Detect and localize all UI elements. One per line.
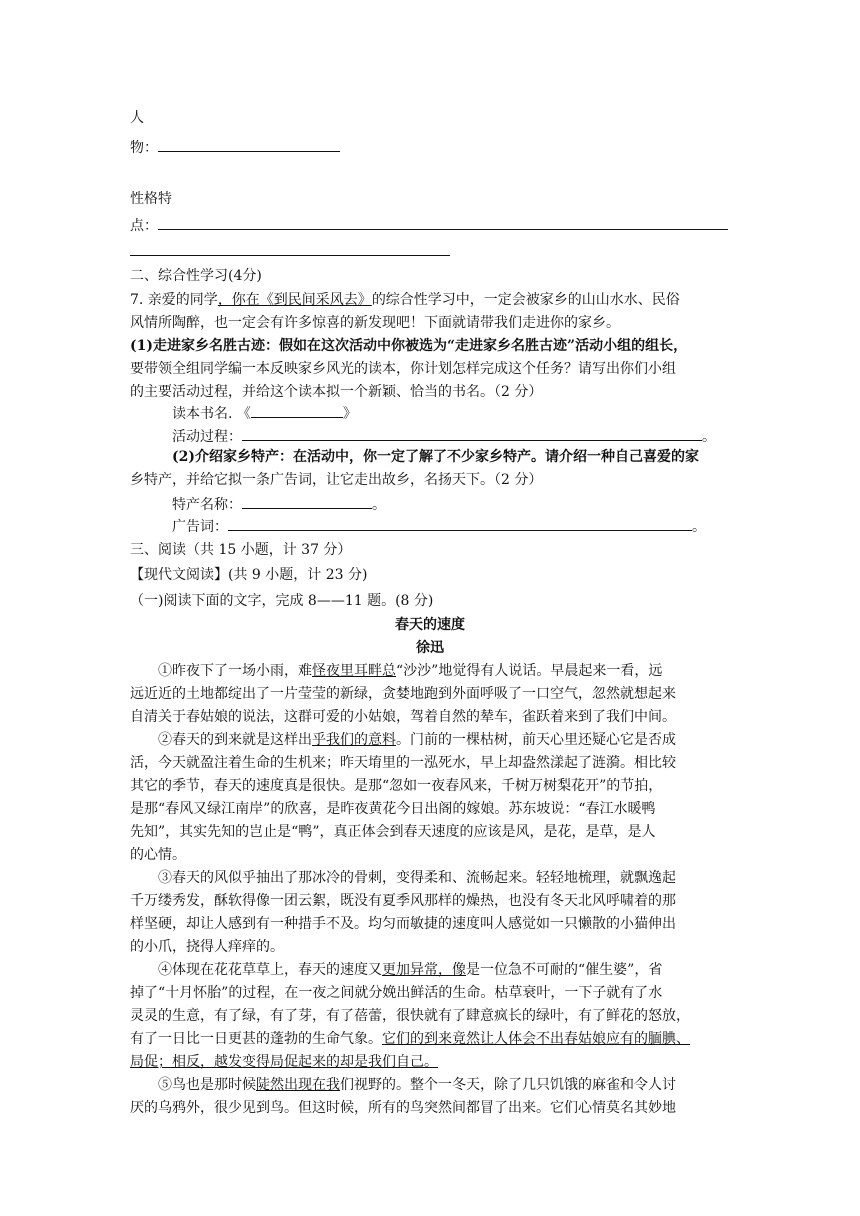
p2-line1 <box>158 730 760 750</box>
p1-line2: 远近近的土地都绽出了一片莹莹的新绿，贪婪地跑到外面呼吸了一口空气，忽然就想起来 <box>130 686 676 702</box>
activity-end: 。 <box>702 429 716 445</box>
p2-line1-b: 乎我们的意料 <box>312 732 396 748</box>
p5-line1 <box>158 1075 760 1095</box>
p4-line1-c: 是一位急不可耐的“催生婆”，省 <box>466 962 663 978</box>
q7-1-line1: (1)走进家乡名胜古迹：假如在这次活动中你被选为“走进家乡名胜古迹”活动小组的组长， <box>130 338 688 354</box>
ad-row <box>172 516 706 537</box>
part1-heading: （一)阅读下面的文字，完成 8——11 题。(8 分) <box>130 593 434 609</box>
p4-line4-b: 它们的到来竟然让人体会不出春姑娘应有的腼腆、 <box>382 1031 690 1047</box>
p3-line1: ③春天的风似乎抽出了那冰冷的骨刺，变得柔和、流畅起来。轻轻地梳理，就飘逸起 <box>158 870 676 886</box>
p2-line3: 其它的季节，春天的速度真是很快。是那“忽如一夜春风来，千树万树梨花开”的节拍， <box>130 778 663 794</box>
p2-line2: 活，今天就盈注着生命的生机来；昨天堉里的一泓死水，早上却盎然漾起了涟漪。相比较 <box>130 755 676 771</box>
activity-label: 活动过程： <box>172 429 242 445</box>
q7-1-line3: 的主要活动过程，并给这个读本拟一个新颖、恰当的书名。（2 分） <box>130 384 543 400</box>
p3-line3: 样坚硬，却让人感到有一种措手不及。均匀而敏捷的速度叫人感觉如一只懒散的小猫伸出 <box>130 916 676 932</box>
book-name-row <box>172 403 357 424</box>
book-name-close: 》 <box>342 406 357 422</box>
trait-answer-blank[interactable] <box>158 215 728 230</box>
p3-line4: 的小爪，挠得人痒痒的。 <box>130 939 284 955</box>
q7-line1-part-a: 7. 亲爱的同学 <box>130 292 218 308</box>
trait-label-2 <box>130 215 728 236</box>
p4-line4-a: 有了一日比一日更甚的蓬勃的生命气象。 <box>130 1031 382 1047</box>
activity-row <box>172 426 716 447</box>
passage-title: 春天的速度 <box>395 617 465 633</box>
person-label-1: 人 <box>130 110 144 126</box>
p5-line2: 厌的乌鸦外，很少见到鸟。但这时候，所有的鸟突然间都冒了出来。它们心情莫名其妙地 <box>130 1100 676 1116</box>
p4-line5 <box>130 1052 732 1072</box>
q7-line1-part-b: ，你在《到民间采风去》 <box>217 292 372 308</box>
person-label-text: 物： <box>130 140 158 156</box>
p1-line1 <box>158 661 760 681</box>
p1-line1-c: “沙沙”地觉得有人说话。早晨起来一看，远 <box>396 663 663 679</box>
book-name-blank[interactable] <box>251 403 343 418</box>
product-row <box>172 494 386 515</box>
p2-line5: 先知”，其实先知的岂止是“鸭”，真正体会到春天速度的应该是风，是花，是草，是人 <box>130 824 656 840</box>
q7-line2: 风情所陶醉，也一定会有许多惊喜的新发现吧！下面就请带我们走进你的家乡。 <box>130 315 620 331</box>
p4-line2: 掉了“十月怀胎”的过程，在一夜之间就分娩出鲜活的生命。枯草衰叶，一下子就有了水 <box>130 985 663 1001</box>
q7-line1 <box>130 290 680 310</box>
p4-line1-a: ④体现在花花草草上，春天的速度又 <box>158 962 382 978</box>
q7-2-line1 <box>144 447 699 467</box>
person-answer-blank[interactable] <box>158 137 340 152</box>
p5-line1-b: 陡然出现在我 <box>256 1077 340 1093</box>
trait-label-1: 性格特 <box>130 191 172 207</box>
trait-label-text: 点： <box>130 218 158 234</box>
ad-end: 。 <box>692 519 706 535</box>
trait-answer-blank-2[interactable] <box>130 255 450 256</box>
p5-line1-c: 们视野的。整个一冬天，除了几只饥饿的麻雀和令人讨 <box>340 1077 676 1093</box>
p4-line5-text: 局促；相反，越发变得局促起来的却是我们自己。 <box>130 1054 438 1070</box>
p1-line1-b: 怪夜里耳畔总 <box>312 663 396 679</box>
activity-blank[interactable] <box>242 426 702 441</box>
p1-line1-a: ①昨夜下了一场小雨，难 <box>158 663 312 679</box>
section3-heading: 三、阅读（共 15 小题，计 37 分） <box>130 542 352 558</box>
product-blank[interactable] <box>242 494 372 509</box>
ad-blank[interactable] <box>228 516 692 531</box>
q7-1-line2: 要带领全组同学编一本反映家乡风光的读本，你计划怎样完成这个任务？请写出你们小组 <box>130 361 676 377</box>
q7-line1-part-c: 的综合性学习中，一定会被家乡的山山水水、民俗 <box>371 292 680 308</box>
p2-line6: 的心情。 <box>130 847 186 863</box>
p4-line1 <box>158 960 760 980</box>
ad-label: 广告词： <box>172 519 228 535</box>
book-name-label: 读本书名. 《 <box>172 406 251 422</box>
q7-2-line1-text: (2)介绍家乡特产：在活动中，你一定了解了不少家乡特产。请介绍一种自己喜爱的家 <box>172 449 699 465</box>
p4-line4 <box>130 1029 732 1049</box>
q7-2-line2: 乡特产，并给它拟一条广告词，让它走出故乡，名扬天下。（2 分） <box>130 472 543 488</box>
p4-line1-b: 更加异常，像 <box>382 962 466 978</box>
person-label-2 <box>130 137 340 158</box>
passage-author: 徐迅 <box>416 640 444 656</box>
section2-heading: 二、综合性学习(4分) <box>130 268 262 284</box>
modern-reading-heading: 【现代文阅读】(共 9 小题，计 23 分) <box>130 567 368 583</box>
p1-line3: 自清关于春姑娘的说法，这群可爱的小姑娘，驾着自然的辇车，雀跃着来到了我们中间。 <box>130 709 676 725</box>
product-label: 特产名称： <box>172 497 242 513</box>
p5-line1-a: ⑤鸟也是那时候 <box>158 1077 256 1093</box>
p2-line1-c: 。门前的一棵枯树，前天心里还疑心它是否成 <box>396 732 676 748</box>
p2-line1-a: ②春天的到来就是这样出 <box>158 732 312 748</box>
p4-line3: 灵灵的生意，有了绿，有了芽，有了蓓蕾，很快就有了肆意疯长的绿叶，有了鲜花的怒放， <box>130 1008 690 1024</box>
product-end: 。 <box>372 497 386 513</box>
p3-line2: 千万缕秀发，酥软得像一团云絮，既没有夏季风那样的燥热，也没有冬天北风呼啸着的那 <box>130 893 676 909</box>
p2-line4: 是那“春风又绿江南岸”的欣喜，是昨夜黄花今日出阁的嫁娘。苏东坡说：“春江水暖鸭 <box>130 801 656 817</box>
